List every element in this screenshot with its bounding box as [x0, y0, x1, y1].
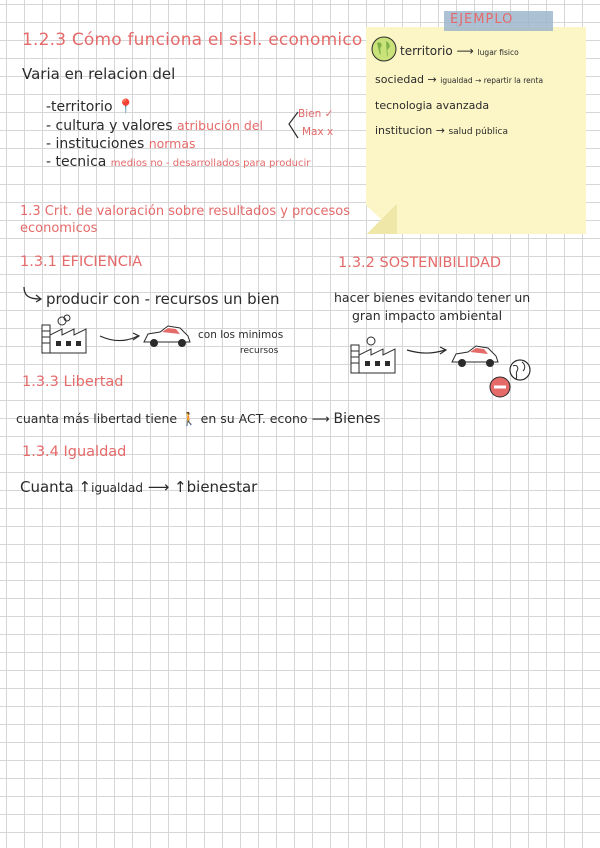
heading-1-3-2: 1.3.2 SOSTENIBILIDAD: [338, 255, 502, 271]
arrow-icon: [405, 344, 450, 358]
heading-1-3-4: 1.3.4 Igualdad: [22, 444, 127, 460]
up-arrow-icon: ↑: [78, 478, 92, 496]
heading-1-3: 1.3 Crit. de valoración sobre resultados y procesos economicos: [20, 204, 350, 236]
curved-arrow-icon: [22, 285, 44, 303]
up-arrow-icon: ↑: [174, 478, 187, 496]
arrow-icon: ⟶: [147, 478, 170, 496]
list-item-territorio: -territorio 📍: [46, 99, 135, 115]
note-line-sociedad: sociedad → igualdad → repartir la renta: [375, 73, 544, 86]
list-item-tecnica: - tecnica medios no - desarrollados para producir: [46, 154, 311, 170]
list-item-cultura: - cultura y valores atribución del: [46, 118, 264, 134]
note-line-tecnologia: tecnologia avanzada: [375, 99, 490, 112]
minus-icon: [488, 375, 512, 399]
varia-line: Varia en relacion del: [22, 65, 176, 83]
note-tag: EJEMPLO: [450, 12, 514, 27]
person-icon: 🚶: [181, 411, 197, 426]
heading-1-3-1: 1.3.1 EFICIENCIA: [20, 254, 143, 270]
factory-icon: [349, 335, 405, 375]
heading-1-2-3: 1.2.3 Cómo funciona el sisl. economico: [22, 30, 363, 50]
list-item-instituciones: - instituciones normas: [46, 136, 196, 152]
arrow-icon: →: [435, 124, 445, 137]
sticky-note-fold: [366, 205, 397, 234]
arrow-icon: →: [427, 73, 437, 86]
sostenibilidad-line-1: hacer bienes evitando tener un: [334, 290, 531, 305]
arrow-icon: [98, 330, 143, 344]
pin-icon: 📍: [117, 99, 135, 115]
eficiencia-caption-2: recursos: [240, 346, 279, 356]
note-line-institucion: institucion → salud pública: [375, 124, 509, 137]
note-line-territorio: territorio ⟶ lugar fisico: [400, 44, 519, 58]
brace-bottom-label: Max x: [302, 126, 334, 138]
eficiencia-caption-1: con los minimos: [198, 329, 284, 341]
eficiencia-text: producir con - recursos un bien: [46, 290, 280, 308]
arrow-icon: ⟶: [456, 44, 474, 58]
igualdad-line: Cuanta ↑igualdad ⟶ ↑bienestar: [20, 478, 258, 496]
libertad-line: cuanta más libertad tiene 🚶 en su ACT. econo ⟶ Bienes: [16, 411, 381, 427]
car-icon: [140, 322, 195, 350]
globe-icon: [370, 35, 398, 63]
sostenibilidad-line-2: gran impacto ambiental: [352, 308, 503, 323]
car-icon: [448, 342, 503, 370]
brace-top-label: Bien ✓: [298, 108, 334, 120]
arrow-icon: ⟶: [311, 411, 330, 426]
heading-1-3-3: 1.3.3 Libertad: [22, 374, 124, 390]
factory-icon: [40, 315, 96, 355]
